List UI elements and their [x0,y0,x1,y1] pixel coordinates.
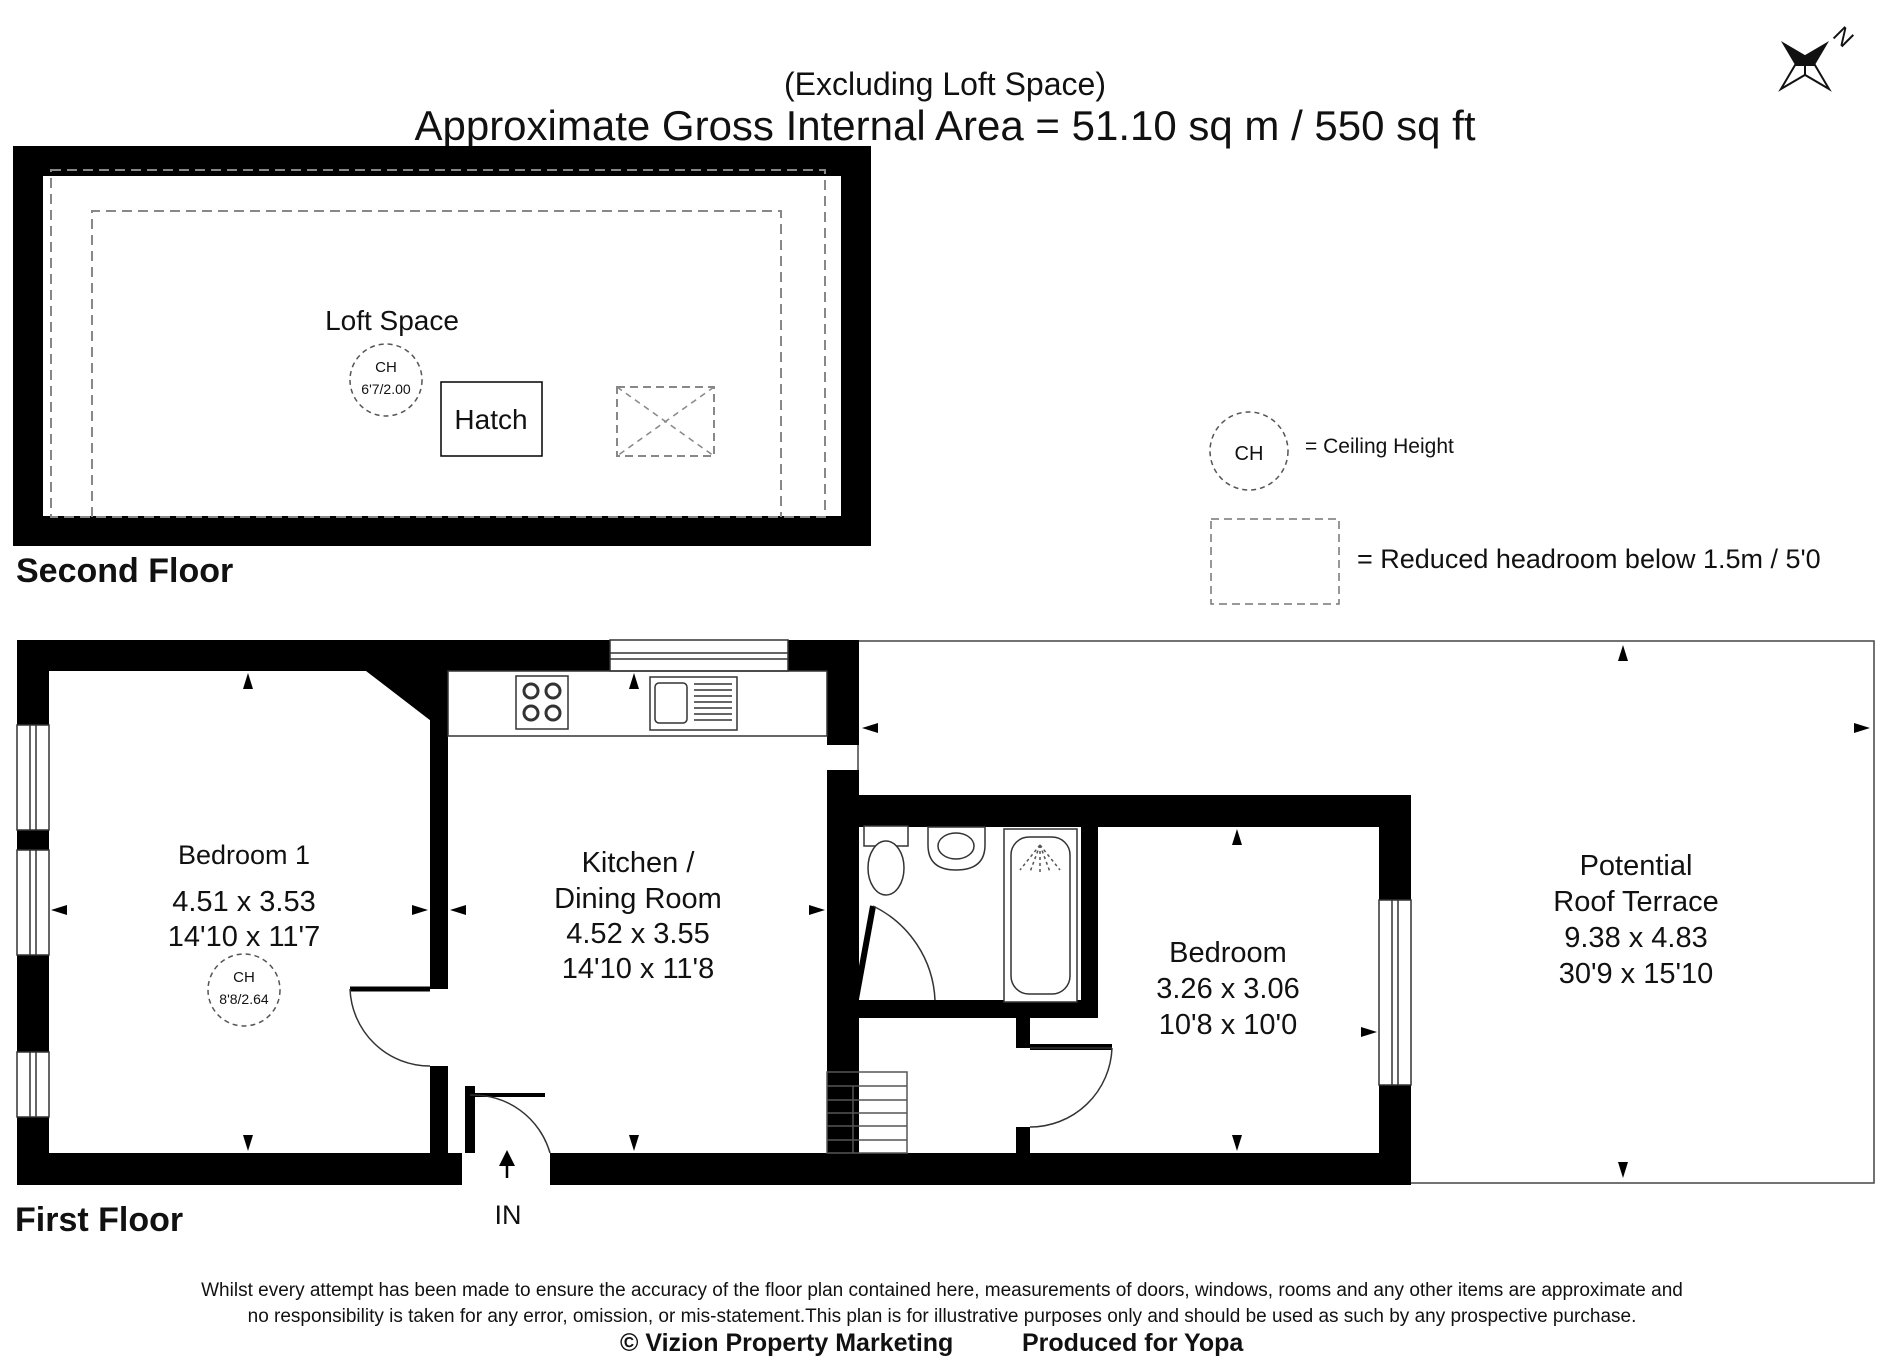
compass-north-label: N [1827,21,1859,53]
doors [350,906,1112,1153]
loft-space-label: Loft Space [325,305,459,336]
second-floor-label: Second Floor [16,552,234,590]
bedroom1-ceiling-height-marker [208,954,280,1026]
bedroom2-metric: 3.26 x 3.06 [1156,973,1300,1005]
disclaimer-line1: Whilst every attempt has been made to ensure the accuracy of the floor plan contained here, measurements of doors, windows, rooms and any other items are approximate and [201,1280,1683,1301]
bedroom1-ch-label: CH [233,969,255,986]
loft-reduced-outer [51,170,825,517]
hob-icon [516,676,568,729]
kitchen-name-line2: Dining Room [554,883,722,915]
room-bedroom-1 [168,840,320,1026]
legend-ch-text: = Ceiling Height [1305,435,1454,458]
bedroom2-name: Bedroom [1169,937,1287,969]
bedroom1-metric: 4.51 x 3.53 [172,886,316,918]
copyright-text: © Vizion Property Marketing [620,1329,954,1357]
legend-reduced-text: = Reduced headroom below 1.5m / 5'0 [1357,544,1821,574]
header-subtitle: (Excluding Loft Space) [784,66,1106,102]
bedroom1-imperial: 14'10 x 11'7 [167,921,321,953]
kitchen-sink-icon [650,677,737,730]
loft-skylight [617,387,714,456]
loft-plan [28,161,856,531]
first-floor-label: First Floor [15,1201,184,1239]
loft-hatch-label: Hatch [454,404,528,435]
kitchen-worktop [448,671,827,736]
room-bedroom-2 [1156,937,1300,1041]
entrance-label: IN [494,1200,522,1230]
header-area: Approximate Gross Internal Area = 51.10 sq m / 550 sq ft [414,102,1476,149]
room-roof-terrace [1553,850,1719,990]
toilet-icon [864,826,908,895]
legend-reduced-icon [1211,519,1339,604]
terrace-metric: 9.38 x 4.83 [1564,922,1708,954]
kitchen-metric: 4.52 x 3.55 [566,918,710,950]
room-kitchen-dining [554,847,722,985]
loft-ch-value: 6'7/2.00 [361,381,411,397]
entrance-arrow-icon [499,1150,515,1178]
legend-ch-symbol: CH [1234,443,1264,465]
legend [1210,412,1821,604]
loft-ceiling-height-marker [350,344,422,416]
produced-for-text: Produced for Yopa [1022,1329,1244,1357]
terrace-name-line1: Potential [1579,850,1693,882]
terrace-imperial: 30'9 x 15'10 [1558,958,1714,990]
loft-reduced-inner [92,211,781,517]
kitchen-name-line1: Kitchen / [581,847,695,879]
loft-ch-label: CH [375,359,397,376]
bedroom2-imperial: 10'8 x 10'0 [1158,1009,1298,1041]
kitchen-imperial: 14'10 x 11'8 [561,953,715,985]
bedroom1-name: Bedroom 1 [177,840,311,870]
terrace-name-line2: Roof Terrace [1553,886,1719,918]
basin-icon [928,827,985,870]
bedroom1-ch-value: 8'8/2.64 [219,991,269,1007]
disclaimer-line2: no responsibility is taken for any error, omission, or mis-statement.This plan is for illustrative purposes only and should be used as such by any prospective purchase. [247,1306,1637,1327]
bath-icon [1004,829,1077,1002]
